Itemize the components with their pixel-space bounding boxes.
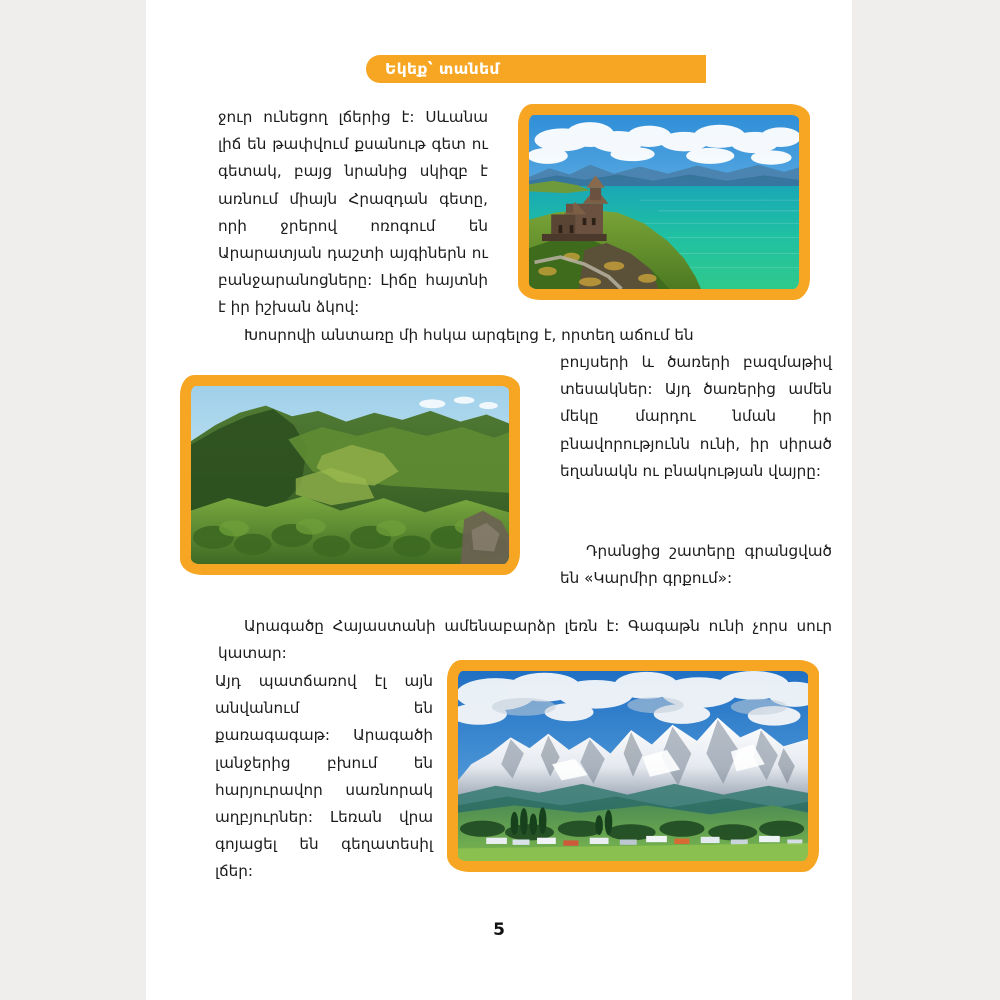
lake-sevan-artwork (529, 115, 799, 289)
section-header-banner (366, 55, 706, 83)
mount-aragats-artwork (458, 671, 808, 861)
lake-sevan-monastery-photo (518, 104, 810, 300)
mount-aragats-photo (447, 660, 819, 872)
mount-aragats-image (458, 671, 808, 861)
khosrov-forest-image (191, 386, 509, 564)
lake-sevan-monastery-image (529, 115, 799, 289)
paragraph-khosrov-lead: Խոսրովի անտառը մի հսկա արգելոց է, որտեղ աճում են (244, 326, 694, 344)
paragraph-red-book: Դրանցից շատերը գրանցված են «Կարմիր գրքում»: (560, 542, 832, 588)
paragraph-khosrov-rest: բույսերի և ծառերի բազմաթիվ տեսակներ: Այդ ծառերից ամեն մեկը մարդու նման իր բնավորությունն ունի, իր սիրած եղանակն ու բնակության վայրը: (560, 353, 832, 480)
khosrov-forest-artwork (191, 386, 509, 564)
page-number: 5 (493, 920, 505, 940)
paragraph-lake-sevan: ջուր ունեցող լճերից է: Սևանա լիճ են թափվում քսանութ գետ ու գետակ, բայց նրանից սկիզբ է առնում միայն Հրազդան գետը, որի ջրերով ոռոգում են Արարատյան դաշտի այգիներն ու բանջարանոցները: Լիճը հայտնի է իր իշխան ձկով: (218, 108, 488, 317)
section-header-label: Եկեք՝ տանեմ (385, 60, 500, 78)
paragraph-aragats-rest: Այդ պատճառով էլ այն անվանում են քառագագաթ: Արագածի լանջերից բխում են հարյուրավոր սառնորակ աղբյուրներ: Լեռան վրա գոյացել են գեղատեսիլ լճեր: (215, 672, 433, 881)
paragraph-aragats-lead: Արագածը Հայաստանի ամենաբարձր լեռն է: Գագաթն ունի չորս սուր կատար: (218, 617, 832, 663)
khosrov-forest-photo (180, 375, 520, 575)
